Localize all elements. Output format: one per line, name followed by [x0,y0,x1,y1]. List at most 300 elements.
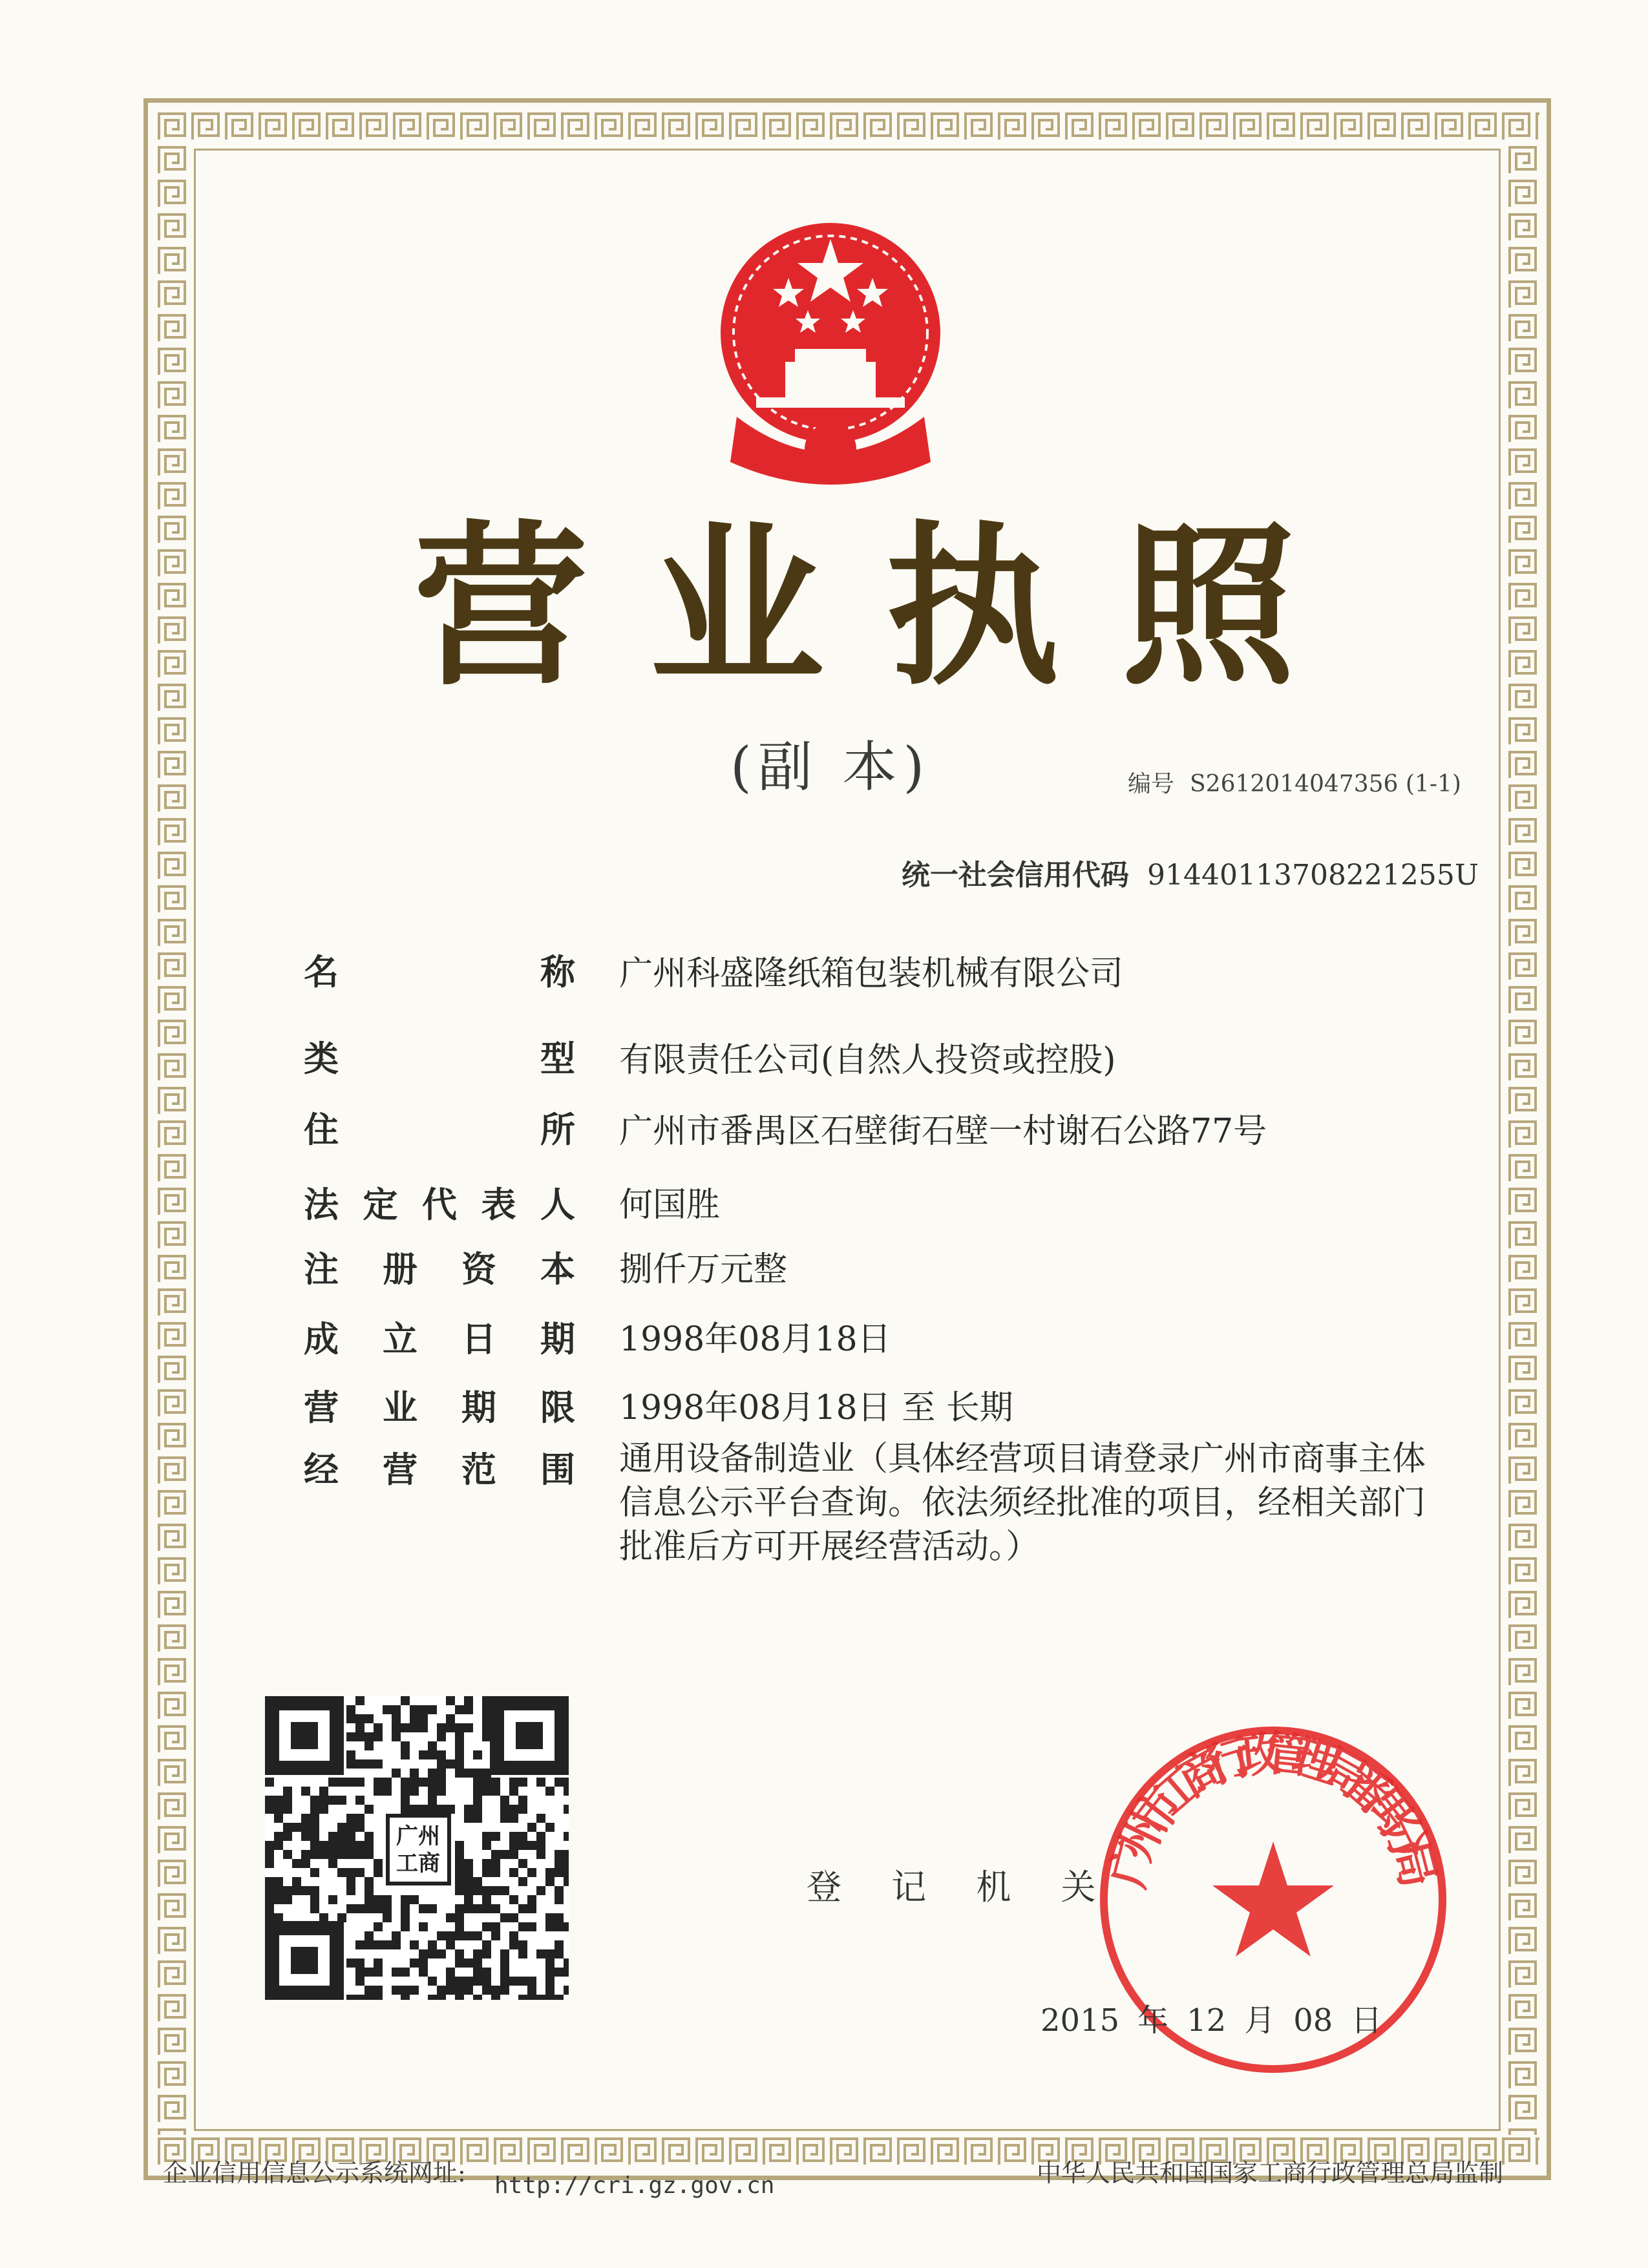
qr-module [564,1859,569,1868]
qr-module [328,1841,337,1850]
qr-module [428,1705,437,1714]
qr-module [437,1778,446,1787]
qr-module [274,1841,283,1850]
qr-module [545,1968,555,1977]
qr-module [555,1968,564,1977]
field-value-name: 广州科盛隆纸箱包装机械有限公司 [619,954,1124,993]
qr-module [455,1949,464,1958]
qr-module [374,1940,383,1949]
qr-module [283,1823,292,1832]
qr-module [564,1868,569,1877]
qr-module [527,1977,536,1986]
qr-module [410,1958,419,1968]
field-value-scope: 通用设备制造业（具体经营项目请登录广州市商事主体信息公示平台查询。依法须经批准的项目，经相关部门批准后方可开展经营活动。） [619,1440,1426,1566]
qr-module [383,1895,392,1904]
qr-module [446,1805,455,1814]
qr-module [464,1895,473,1904]
qr-module [500,1949,509,1958]
qr-module [328,1859,337,1868]
field-value-type: 有限责任公司(自然人投资或控股) [619,1041,1116,1080]
qr-module [564,1850,569,1859]
qr-module [292,1823,301,1832]
qr-module [265,1850,274,1859]
qr-module [383,1913,392,1922]
qr-module [383,1705,392,1714]
qr-module [446,1931,455,1940]
qr-module [310,1886,319,1895]
qr-module [364,1895,374,1904]
qr-module [410,1787,419,1796]
qr-module [319,1913,328,1922]
qr-module [355,1778,364,1787]
qr-module [455,1877,464,1886]
field-label-term: 营 业 期 限 [304,1387,575,1428]
qr-module [455,1958,464,1968]
qr-module [455,1977,464,1986]
qr-module [401,1968,410,1977]
qr-module [527,1922,536,1931]
qr-module [491,1787,500,1796]
qr-module [265,1904,274,1913]
qr-module [455,1859,464,1868]
qr-module [265,1859,274,1868]
qr-module [473,1877,482,1886]
qr-module [419,1714,428,1723]
qr-module [346,1705,355,1714]
qr-module [437,1750,446,1759]
qr-module [392,1931,401,1940]
qr-module [319,1796,328,1805]
qr-module [310,1832,319,1841]
qr-module [473,1750,482,1759]
qr-module [401,1986,410,1995]
qr-module [473,1958,482,1968]
qr-module [446,1696,455,1705]
qr-module [527,1895,536,1904]
qr-module [437,1759,446,1769]
qr-module [355,1958,364,1968]
qr-module [274,1832,283,1841]
qr-module [482,1769,491,1778]
qr-module [482,1732,491,1741]
credit-code-label: 统一社会信用代码 [902,859,1129,892]
qr-module [428,1778,437,1787]
qr-module [428,1949,437,1958]
qr-module [473,1931,482,1940]
qr-module [482,1868,491,1877]
qr-module [355,1968,364,1977]
qr-module [491,1832,500,1841]
qr-module [536,1886,545,1895]
qr-module [473,1904,482,1913]
qr-module [374,1732,383,1741]
qr-module [500,1913,509,1922]
qr-module [473,1968,482,1977]
qr-module [473,1949,482,1958]
qr-module [392,1723,401,1732]
qr-module [564,1778,569,1787]
qr-module [310,1814,319,1823]
qr-module [392,1769,401,1778]
qr-module [337,1841,346,1850]
qr-module [355,1823,364,1832]
qr-module [428,1796,437,1805]
qr-module [518,1832,527,1841]
qr-module [564,1832,569,1841]
qr-module [555,1850,564,1859]
qr-module [428,1741,437,1750]
field-label-type: 类 型 [304,1038,575,1079]
qr-module [564,1922,569,1931]
field-label-address: 住 所 [304,1109,575,1150]
qr-module [536,1850,545,1859]
qr-module [527,1986,536,1995]
qr-module [374,1787,383,1796]
qr-module [464,1958,473,1968]
qr-module [473,1814,482,1823]
field-label-name: 名 称 [304,952,575,992]
qr-module [355,1723,364,1732]
qr-module [374,1868,383,1877]
qr-module [428,1940,437,1949]
qr-module [482,1832,491,1841]
qr-module [464,1886,473,1895]
qr-module [536,1841,545,1850]
qr-center-text-1: 广州 [396,1823,440,1849]
qr-module [319,1805,328,1814]
qr-module [446,1968,455,1977]
qr-module [491,1986,500,1995]
qr-module [446,1759,455,1769]
qr-module [283,1805,292,1814]
qr-module [355,1696,364,1705]
qr-module [310,1850,319,1859]
qr-module [301,1832,310,1841]
field-label-established: 成 立 日 期 [304,1319,575,1360]
qr-module [518,1995,527,2000]
qr-module [464,1705,473,1714]
footer-site-label: 企业信用信息公示系统网址: [163,2159,466,2187]
footer-supervision-text: 中华人民共和国国家工商行政管理总局监制 [1037,2159,1504,2187]
qr-module [401,1995,410,2000]
qr-module [364,1759,374,1769]
qr-module [419,1750,428,1759]
qr-module [482,1986,491,1995]
qr-module [355,1904,364,1913]
qr-module [310,1904,319,1913]
qr-module [337,1796,346,1805]
qr-module [364,1931,374,1940]
qr-module [491,1850,500,1859]
qr-module [265,1778,274,1787]
qr-module [564,1787,569,1796]
qr-module [374,1986,383,1995]
qr-module [437,1931,446,1940]
qr-module [509,1895,518,1904]
qr-module [410,1986,419,1995]
qr-module [346,1868,355,1877]
qr-module [545,1995,555,2000]
qr-module [564,1958,569,1968]
qr-module [455,1732,464,1741]
qr-module [328,1796,337,1805]
qr-module [491,1886,500,1895]
qr-module [310,1805,319,1814]
qr-module [555,1995,564,2000]
qr-module [401,1696,410,1705]
qr-module [509,1931,518,1940]
qr-module [500,1977,509,1986]
qr-module [355,1868,364,1877]
qr-module [500,1958,509,1968]
qr-module [301,1787,310,1796]
issue-month: 12 [1187,2002,1227,2039]
qr-module [274,1886,283,1895]
qr-module [392,1940,401,1949]
qr-module [491,1904,500,1913]
qr-module [392,1968,401,1977]
qr-module [383,1787,392,1796]
qr-module [518,1778,527,1787]
qr-module [265,1895,274,1904]
qr-module [383,1940,392,1949]
qr-module [473,1787,482,1796]
qr-module [364,1886,374,1895]
qr-module [401,1723,410,1732]
qr-module [482,1859,491,1868]
qr-module [500,1986,509,1995]
qr-module [518,1796,527,1805]
qr-module [401,1787,410,1796]
qr-module [419,1723,428,1732]
qr-module [346,1995,355,2000]
qr-module [500,1814,509,1823]
qr-module [419,1904,428,1913]
qr-module [464,1868,473,1877]
qr-module [346,1958,355,1968]
qr-module [374,1778,383,1787]
qr-module [392,1732,401,1741]
qr-module [346,1850,355,1859]
qr-module [545,1877,555,1886]
qr-module [328,1778,337,1787]
qr-module [555,1868,564,1877]
qr-module [545,1868,555,1877]
qr-module [401,1778,410,1787]
qr-module [364,1714,374,1723]
qr-module [392,1714,401,1723]
qr-code[interactable] [265,1696,569,2000]
document-title: 营业执照 [414,505,1357,709]
qr-module [509,1805,518,1814]
qr-module [274,1796,283,1805]
qr-module [536,1814,545,1823]
qr-module [274,1913,283,1922]
qr-module [346,1714,355,1723]
qr-module [401,1796,410,1805]
qr-module [301,1814,310,1823]
qr-module [509,1778,518,1787]
qr-module [364,1850,374,1859]
qr-module [401,1895,410,1904]
qr-module [455,1986,464,1995]
qr-module [355,1995,364,2000]
field-value-address: 广州市番禺区石壁街石壁一村谢石公路77号 [619,1112,1267,1151]
qr-module [536,1995,545,2000]
qr-module [401,1922,410,1931]
qr-module [473,1886,482,1895]
qr-module [346,1759,355,1769]
issue-day: 08 [1293,2002,1333,2039]
footer-url-link[interactable]: http://cri.gz.gov.cn [494,2172,775,2199]
fret-border-top [155,110,1539,143]
qr-module [346,1886,355,1895]
qr-module [482,1968,491,1977]
qr-module [346,1904,355,1913]
qr-module [473,1995,482,2000]
qr-module [482,1895,491,1904]
qr-module [482,1977,491,1986]
qr-module [274,1895,283,1904]
national-emblem-icon [711,204,950,494]
qr-module [473,1778,482,1787]
document-subtitle: (副 本) [730,735,931,799]
qr-module [464,1931,473,1940]
qr-module [555,1913,564,1922]
qr-module [437,1995,446,2000]
qr-module [410,1940,419,1949]
qr-module [500,1805,509,1814]
qr-module [509,1787,518,1796]
qr-module [509,1977,518,1986]
field-label-scope: 经 营 范 围 [304,1449,575,1490]
qr-module [355,1814,364,1823]
qr-module [482,1705,491,1714]
qr-module [464,1814,473,1823]
qr-module [545,1986,555,1995]
qr-module [364,1940,374,1949]
qr-module [346,1877,355,1886]
qr-module [410,1805,419,1814]
qr-module [310,1841,319,1850]
qr-module [292,1886,301,1895]
qr-module [446,1714,455,1723]
qr-module [518,1977,527,1986]
qr-module [364,1741,374,1750]
qr-module [337,1832,346,1841]
qr-module [446,1913,455,1922]
qr-module [509,1850,518,1859]
qr-module [518,1805,527,1814]
qr-module [482,1723,491,1732]
serial-value: S2612014047356 (1-1) [1190,771,1461,797]
serial-number [1128,766,1461,799]
qr-module [301,1886,310,1895]
qr-module [437,1805,446,1814]
svg-text:广州市工商行政管理局番禺分局: 广州市工商行政管理局番禺分局 [1099,1725,1447,1893]
qr-module [374,1859,383,1868]
qr-module [355,1940,364,1949]
qr-module [292,1877,301,1886]
qr-module [401,1750,410,1759]
qr-module [355,1977,364,1986]
qr-module [419,1805,428,1814]
qr-module [283,1796,292,1805]
qr-module [482,1922,491,1931]
qr-module [509,1841,518,1850]
fret-border-left [155,143,189,2135]
issue-date [1041,1995,1400,2040]
qr-module [482,1778,491,1787]
qr-module [337,1823,346,1832]
qr-module [464,1977,473,1986]
qr-module [428,1787,437,1796]
qr-module [410,1769,419,1778]
qr-module [482,1714,491,1723]
qr-module [355,1759,364,1769]
qr-module [419,1778,428,1787]
qr-module [265,1886,274,1895]
qr-module [374,1995,383,2000]
qr-module [464,1769,473,1778]
qr-module [374,1904,383,1913]
qr-module [437,1787,446,1796]
qr-module [527,1995,536,2000]
qr-module [555,1859,564,1868]
credit-code [902,852,1479,893]
qr-module [518,1940,527,1949]
qr-module [364,1877,374,1886]
qr-module [555,1949,564,1958]
qr-module [509,1832,518,1841]
field-value-term: 1998年08月18日 至 长期 [619,1389,1013,1427]
qr-module [555,1778,564,1787]
qr-module [346,1841,355,1850]
qr-module [428,1995,437,2000]
qr-module [265,1913,274,1922]
qr-module [301,1823,310,1832]
qr-module [346,1732,355,1741]
qr-module [491,1778,500,1787]
field-label-legal-rep: 法 定 代 表 人 [304,1184,575,1225]
qr-module [364,1904,374,1913]
qr-module [564,1986,569,1995]
qr-module [446,1723,455,1732]
qr-module [545,1913,555,1922]
qr-module [401,1904,410,1913]
qr-module [482,1949,491,1958]
qr-module [555,1922,564,1931]
qr-module [482,1940,491,1949]
qr-module [374,1759,383,1769]
qr-module [527,1904,536,1913]
qr-module [355,1732,364,1741]
field-value-legal-rep: 何国胜 [619,1186,721,1224]
qr-module [328,1850,337,1859]
qr-module [419,1958,428,1968]
qr-module [446,1977,455,1986]
qr-module [374,1723,383,1732]
qr-module [419,1705,428,1714]
qr-module [455,1769,464,1778]
qr-module [410,1778,419,1787]
qr-module [491,1922,500,1931]
qr-module [437,1723,446,1732]
qr-module [509,1940,518,1949]
qr-module [364,1995,374,2000]
qr-module [364,1732,374,1741]
qr-module [419,1968,428,1977]
